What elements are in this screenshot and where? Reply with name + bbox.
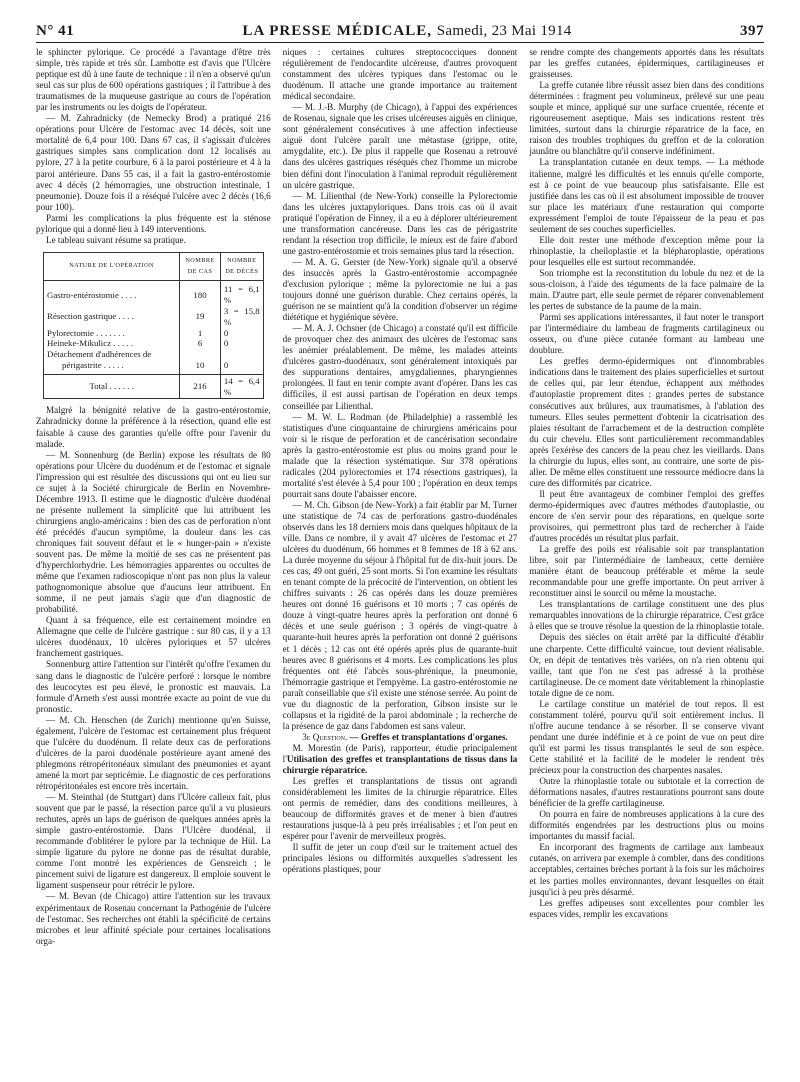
paragraph: — M. Steinthal (de Stuttgart) dans l'Ulcère calleux fait, plus souvent que par le passé, la résection parce qu'il a vu plusieurs rechutes, après un laps de guérison de quelques années après la simple gastro-entérostomie. Dans l'Ulcère duodénal, il recommande d'oblitérer le pylore par la technique de Hül. La simple ligature du pylore ne donne pas de résultat durable, comme l'ont montré les expériences de Gensreich ; le pincement suivi de ligature est dangereux. Il emploie souvent le ligament suspenseur pour rétrécir le pylore.	[36, 792, 271, 891]
paragraph: En incorporant des fragments de cartilage aux lambeaux cutanés, on arrivera par exemple à combler, dans des conditions acceptables, certaines brèches portant à la fois sur les mâchoires et les parties molles environnantes, devant lesquelles on était jusqu'ici à peu près désarmé.	[529, 842, 765, 897]
paragraph: — M. Ch. Gibson (de New-York) a fait établir par M. Turner une statistique de 74 cas de perforations gastro-duodénales observés dans les 18 derniers mois dans quelques hôpitaux de la ville. Dans ce nombre, il y avait 47 ulcères de l'estomac et 27 ulcères du duodénum, 66 hommes et 8 femmes de 18 à 62 ans. La durée moyenne du séjour à l'hôpital fut de dix-huit jours. De ces cas, 49 ont guéri, 25 sont morts. Si l'on examine les résultats en tenant compte de la précocité de l'intervention, on obtient les chiffres suivants : 26 cas opérés dans les douze premières heures ont donné 16 guérisons et 10 morts ; 7 cas opérés de douze à vingt-quatre heures après la perforation ont donné 6 décès et une seule guérison ; 3 opérés de vingt-quatre à quarante-huit heures après la perforation ont donné 2 guérisons et 1 décès ; 12 cas ont été opérés après plus de quarante-huit heures avec 8 guérisons et 4 morts. Les complications les plus fréquentes ont été l'abcès sous-phrénique, la pneumonie, l'hémorragie gastrique et l'empyème. La gastro-entérostomie ne paraît conseillable que s'il existe une sténose serrée. Au point de vue du diagnostic de la perforation, Gibson insiste sur le collapsus et la rigidité de la paroi abdominale ; la recherche de la présence de gaz dans l'abdomen est sans valeur.	[282, 499, 518, 731]
table-cell-deaths: 3 = 15,8 %	[223, 306, 260, 327]
column-2	[283, 47, 518, 1075]
table-total-cases: 216	[180, 374, 221, 399]
journal-title-line	[243, 23, 572, 40]
issue-date: Samedi, 23 Mai 1914	[436, 23, 572, 39]
paragraph: Les greffes dermo-épidermiques ont d'innombrables indications dans le traitement des plaies superficielles et surtout de celles qui, par leur étendue, échappent aux méthodes d'autoplastie proprement dites : grandes pertes de substance consécutives aux brûlures, aux traumatismes, à l'ablation des tumeurs. Elles seules permettent d'obtenir la cicatrisation des plaies résultant de l'arrachement et de la destruction complète du cuir chevelu. Elles sont particulièrement recommandables après l'exérèse des cancers de la peau chez les vieillards. Dans la chirurgie du lupus, elles sont, au contraire, une sorte de pis-aller. De même elles constituent une ressource médiocre dans la cure des difformités par cicatrice.	[529, 356, 765, 488]
table-row	[44, 306, 264, 328]
column-1	[36, 47, 271, 1075]
table-cell-deaths: 0	[223, 338, 229, 349]
table-row	[44, 349, 264, 360]
results-table	[43, 252, 264, 400]
paragraph: — M. A. J. Ochsner (de Chicago) a constaté qu'il est difficile de provoquer chez des animaux des ulcères de l'estomac sans les anémier préalablement. De même, les malades atteints d'ulcères gastro-duodénaux, sont généralement intoxiqués par des suppurations dentaires, amygdaliennes, pharyngiennes prolongées. Il faut en tenir compte avant d'opérer. Dans les cas difficiles, il est aussi partisan de l'opération en deux temps conseillée par Lilienthal.	[282, 323, 518, 411]
text-columns	[36, 47, 764, 1075]
paragraph: Malgré la bénignité relative de la gastro-entérostomie, Zahradnicky donne la préférence à la résection, quand elle est faisable à cause des garanties qu'elle offre pour l'avenir du malade.	[36, 405, 271, 449]
paragraph: Les greffes et transplantations de tissus ont agrandi considérablement les limites de la chirurgie réparatrice. Elles ont permis de remédier, dans des conditions meilleures, à beaucoup de difformités graves et de mener à bien d'autres restaurations jusque-là à peu près irréalisables ; et l'on peut en espérer pour l'avenir de merveilleux progrès.	[282, 776, 518, 842]
paragraph: On pourra en faire de nombreuses applications à la cure des difformités engendrées par les destructions plus ou moins importantes du massif facial.	[529, 809, 765, 842]
table-cell-cases: 6	[180, 338, 221, 349]
paragraph	[283, 743, 518, 776]
table-cell-deaths: 0	[223, 360, 229, 371]
table-header-deaths: NOMBRE DE DÉCÈS	[220, 252, 263, 281]
paragraph: — M. Sonnenburg (de Berlin) expose les résultats de 80 opérations pour Ulcère du duodénum et de l'estomac et signale l'impression qui est résultée des discussions qui ont eu lieu sur ce sujet à la Société chirurgicale de Berlin en Novembre-Décembre 1913. Il estime que le diagnostic d'ulcère duodénal ne présente nullement la simplicité que lui attribuent les chirurgiens anglo-américains : bien des cas de perforation n'ont été précédés d'aucun symptôme, la douleur dans les cas chroniques fait souvent défaut et le « hunger-pain » n'existe souvent pas. De même la moitié de ses cas ne présentent pas d'hyperchlorhydrie. Les hémorragies apparentes ou occultes de même que l'examen radioscopique n'ont pas non plus la valeur pathognomonique absolue que d'aucuns leur attribuent. En somme, il ne peut jamais s'agir que d'un diagnostic de probabilité.	[36, 449, 271, 615]
table-cell-cases: 1	[180, 328, 221, 339]
table-header-row	[44, 252, 264, 281]
paragraph: La transplantation cutanée en deux temps. — La méthode italienne, malgré les difficultés et les ennuis qu'elle comporte, est à ce point de vue beaucoup plus satisfaisante. Elle est justifiée dans les cas où il est absolument impossible de trouver sur place les matériaux d'une restauration qui comporte expressément l'emploi de toute l'épaisseur de la peau et pas seulement de ses couches superficielles.	[529, 157, 765, 234]
table-cell-operation: Gastro-entérostomie . . . .	[44, 281, 180, 306]
paragraph: le sphincter pylorique. Ce procédé a l'avantage d'être très simple, très rapide et très sûr. Lambotte est d'avis que l'Ulcère peptique est dû à une faute de technique : il n'en a observé qu'un seul cas sur plus de 600 opérations gastriques ; il l'attribue à des traumatismes de la muqueuse gastrique au cours de l'opération par les instruments ou les doigts de l'opérateur.	[36, 47, 271, 113]
paragraph: Les greffes adipeuses sont excellentes pour combler les espaces vides, remplir les excavations	[529, 897, 765, 919]
paragraph: Les transplantations de cartilage constituent une des plus remarquables innovations de la chirurgie réparatrice. C'est grâce à elles que se trouve résolue la question de la rhinoplastie totale.	[529, 599, 765, 632]
table-cell-deaths: 0	[223, 327, 229, 338]
issue-number: N° 41	[36, 23, 75, 39]
paragraph: La greffe des poils est réalisable soit par transplantation libre, soit par l'intermédiaire de lambeaux, cette dernière manière étant de beaucoup préférable et même la seule recommandable pour une greffe importante. On peut arriver à reconstituer ainsi le sourcil ou même la moustache.	[529, 544, 765, 599]
paragraph: La greffe cutanée libre réussit assez bien dans des conditions déterminées : fragment peu volumineux, prélevé sur une peau souple et mince, appliqué sur une surface cruentée, récente et rigoureusement aseptique. Mais ses indications restent très limitées, surtout dans la chirurgie réparatrice de la face, en raison des troubles trophiques du greffon et de la coloration jaunâtre ou blanchâtre qu'il conserve indéfiniment.	[529, 80, 765, 157]
paragraph: — M. Bevan (de Chicago) attire l'attention sur les travaux expérimentaux de Rosenau concernant la Pathogénie de l'ulcère de l'estomac. Ses recherches ont établi la spécificité de certains microbes et leur affinité spéciale pour certaines localisations orga-	[36, 891, 271, 946]
table-header-cases: NOMBRE DE CAS	[180, 252, 221, 281]
table-cell-cases: 19	[180, 306, 221, 328]
paragraph: se rendre compte des changements apportés dans les résultats par les greffes cutanées, épidermiques, cartilagineuses et graisseuses.	[529, 47, 765, 80]
paragraph: Depuis des siècles on était arrêté par la difficulté d'établir une charpente. Cette difficulté vaincue, tout devient réalisable. Or, en dépit de tentatives très variées, on n'a rien obtenu qui vaille, tant que l'on ne s'est pas adressé à la prothèse cartilagineuse. De ce moment date véritablement la rhinoplastie totale digne de ce nom.	[529, 632, 765, 698]
table-total-label: Total . . . . . .	[44, 374, 180, 399]
column-3	[529, 47, 764, 1075]
table-cell-cases: 180	[180, 281, 221, 306]
paragraph: Il peut être avantageux de combiner l'emploi des greffes dermo-épidermiques avec d'autres méthodes d'autoplastie, ou encore de s'en servir pour des réparations, en quelque sorte provisoires, qui permettront plus tard de rechercher à l'aide d'autres procédés un résultat plus parfait.	[529, 488, 765, 544]
table-cell-deaths: 11 = 6,1 %	[223, 284, 260, 306]
paragraph: — M. Zahradnicky (de Nemecky Brod) a pratiqué 216 opérations pour Ulcère de l'estomac avec 14 décès, soit une mortalité de 6,4 pour 100. Dans 67 cas, il s'agissait d'ulcères gastriques simples sans complication dont 12 localisés au pylore, 27 à la petite courbure, 6 à la paroi postérieure et 4 à la paroi antérieure. Dans 55 cas, il a fait la gastro-entérostomie avec 4 décès (2 hémorragies, une obstruction intestinale, 1 pneumonie). Douze fois il a réséqué l'ulcère avec 2 décès (16,6 pour 100).	[36, 113, 271, 212]
journal-title: LA PRESSE MÉDICALE,	[242, 23, 432, 39]
table-header-operation: NATURE DE L'OPÉRATION	[44, 252, 180, 281]
section-heading	[283, 732, 518, 743]
paragraph: Parmi ses applications intéressantes, il faut noter le transport par l'intermédiaire du lambeau de fragments cartilagineux ou osseux, ou d'une pièce cutanée formant au lambeau une doublure.	[529, 312, 765, 356]
table-cell-operation: Heineke-Mikulicz . . . . .	[44, 338, 180, 349]
paragraph: Le cartilage constitue un matériel de tout repos. Il est constamment toléré, pourvu qu'il soit entièrement inclus. Il n'offre aucune tendance à se résorber. Il se conserve vivant pendant une durée indéfinie et à ce point de vue on peut dire qu'il est parmi les tissus transplantés le seul de son espèce. Cette stabilité et la facilité de le modeler le rendent très précieux pour la construction des charpentes nasales.	[529, 698, 765, 776]
header-rule	[36, 42, 764, 43]
table-cell-cases	[180, 349, 221, 360]
rapporteur-text: M. Morestin (de Paris), rapporteur, étudie principalement l'	[282, 742, 518, 764]
paragraph: Le tableau suivant résume sa pratique.	[46, 234, 186, 245]
table-cell-operation: périgastrite . . . . .	[44, 360, 180, 374]
table-cell-operation: Résection gastrique . . . .	[44, 306, 180, 328]
paragraph: Parmi les complications la plus fréquente est la sténose pylorique qui a donné lieu à 149 interventions.	[36, 212, 271, 234]
table-row	[44, 338, 264, 349]
table-row	[44, 360, 264, 374]
paragraph: Quant à sa fréquence, elle est certainement moindre en Allemagne que celle de l'ulcère gastrique : sur 80 cas, il y a 13 ulcères duodénaux, 10 ulcères pyloriques et 57 ulcères franchement gastriques.	[36, 615, 271, 659]
table-cell-operation: Détachement d'adhérences de	[44, 349, 180, 360]
paragraph: — M. W. L. Rodman (de Philadelphie) a rassemblé les statistiques d'une cinquantaine de chirurgiens américains pour voir si le risque de perforation et de cancérisation secondaire après la gastro-entérostomie est plus ou moins grand pour le malade que la résection systématique. Sur 378 opérations radicales (204 pylorectomies et 174 résections gastriques), la mortalité s'est élevée à 5,4 pour 100 ; l'opération en deux temps pourrait sans doute l'abaisser encore.	[282, 411, 518, 499]
paragraph: Outre la rhinoplastie totale ou subtotale et la correction de déformations nasales, d'autres restaurations pourront sans doute bénéficier de la greffe cartilagineuse.	[529, 776, 765, 809]
section-title: — Greffes et transplantations d'organes.	[349, 731, 508, 742]
paragraph: — M. Lilienthal (de New-York) conseille la Pylorectomie dans les ulcères juxtapyloriques. Dans trois cas où il avait pratiqué l'opération de Finney, il a eu à déplorer ultérieurement une transformation cancéreuse. Dans les cas de périgastrite rendant la résection trop difficile, le mieux est de faire d'abord une gastro-entérostomie et trois semaines plus tard la résection.	[282, 190, 518, 256]
paragraph: niques : certaines cultures streptococciques donnent régulièrement de l'endocardite ulcéreuse, d'autres provoquent constamment des ulcères typiques dans l'estomac ou le duodénum. Il attache une grande importance au traitement médical secondaire.	[282, 47, 518, 102]
section-number: 3e Question.	[302, 731, 348, 742]
paragraph: Sonnenburg attire l'attention sur l'intérêt qu'offre l'examen du sang dans le diagnostic de l'ulcère perforé : lorsque le nombre des leucocytes est peu élevé, le pronostic est mauvais. La formule d'Arneth s'est aussi montrée exacte au point de vue du pronostic.	[36, 659, 271, 714]
page-header	[36, 18, 764, 40]
paragraph: — M. A. G. Gerster (de New-York) signale qu'il a observé des insuccès après la Gastro-entérostomie accompagnée d'exclusion pylorique ; même la pylorectomie ne lui a pas toujours donné une guérison durable. Chez certains opérés, la guérison ne se maintient qu'à la condition d'observer un régime diététique et hygiénique sévère.	[282, 256, 518, 323]
table-row	[44, 281, 264, 306]
paragraph: — M. Ch. Henschen (de Zurich) mentionne qu'en Suisse, également, l'ulcère de l'estomac est certainement plus fréquent que l'ulcère du duodénum. Il relate deux cas de perforations d'ulcères de la paroi duodénale postérieure ayant amené des phlegmons rétropéritonéaux simulant des pneumonies et ayant amené la mort par septicémie. Le diagnostic de ces perforations rétropéritonéales est encore très incertain.	[36, 714, 271, 791]
paragraph: Il suffit de jeter un coup d'œil sur le traitement actuel des principales lésions ou difformités auxquelles s'adressent les opérations plastiques, pour	[282, 842, 518, 875]
table-total-row	[44, 374, 264, 399]
table-cell-cases: 10	[180, 360, 221, 374]
table-cell-operation: Pylorectomie . . . . . . .	[44, 328, 180, 339]
paragraph: Elle doit rester une méthode d'exception même pour la rhinoplastie, la cheiloplastie et la blépharoplastie, opérations pour lesquelles elle est surtout recommandée.	[529, 234, 765, 267]
page-number: 397	[739, 23, 764, 39]
report-title: Utilisation des greffes et transplantations de tissus dans la chirurgie réparatrice.	[282, 754, 518, 776]
paragraph: — M. J.-B. Murphy (de Chicago), à l'appui des expériences de Rosenau, signale que les crises ulcéreuses aiguës en clinique, sont généralement consécutives à une affection infectieuse aiguë dont l'ulcère paraît une métastase (grippe, otite, amygdalite, etc.). De plus il rappelle que Rosenau a retrouvé dans des ulcères gastriques réséqués chez l'homme un microbe bien défini dont l'inoculation à l'animal reproduit régulièrement un ulcère gastrique.	[282, 102, 518, 190]
table-total-deaths: 14 = 6,4 %	[220, 374, 263, 399]
table-cell-deaths	[220, 349, 263, 360]
table-row	[44, 328, 264, 339]
paragraph: Son triomphe est la reconstitution du lobule du nez et de la sous-cloison, à l'aide des téguments de la face palmaire de la main. D'autre part, elle seule permet de réparer convenablement les pertes de substance de la paume de la main.	[529, 267, 765, 312]
